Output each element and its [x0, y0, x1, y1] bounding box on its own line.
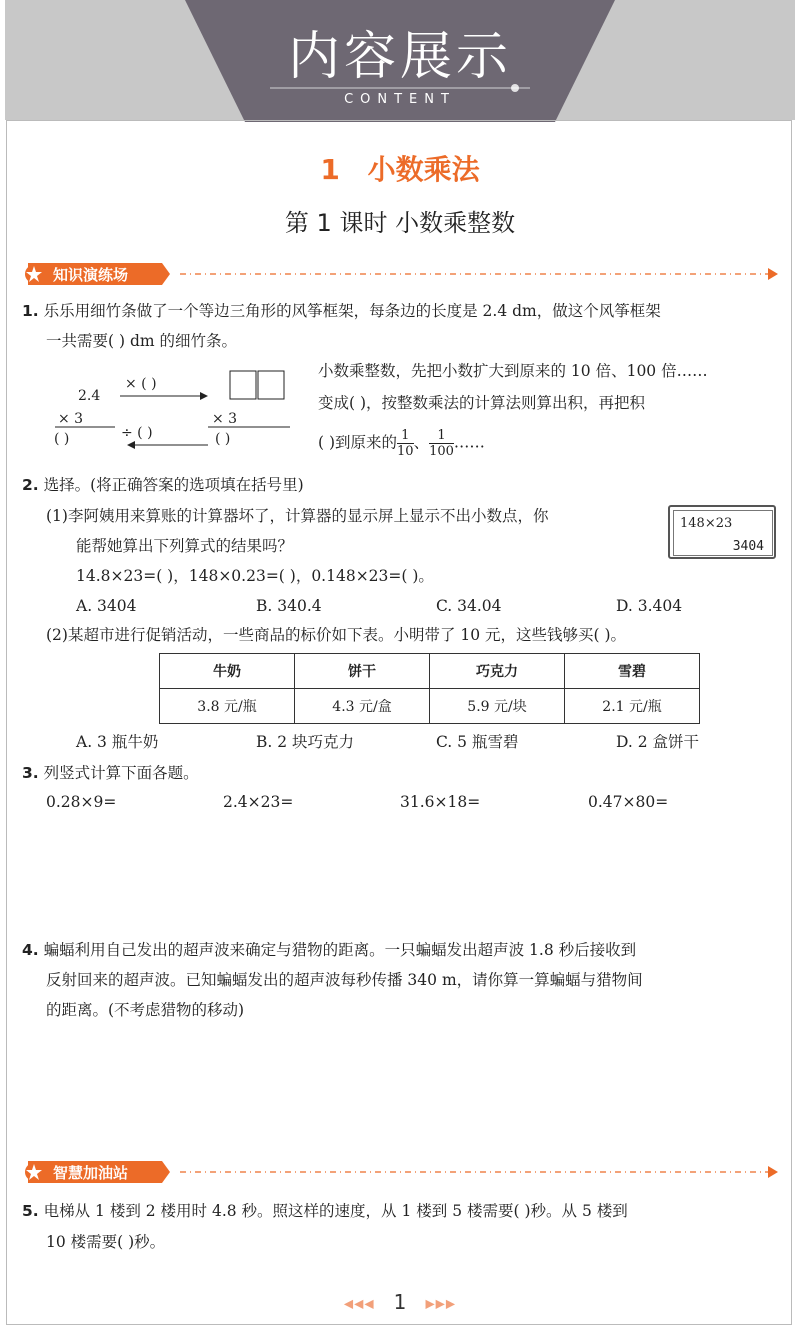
- q2-p1-line2: 能帮她算出下列算式的结果吗？: [76, 537, 294, 555]
- q3-item-1: 0.28×9=: [46, 793, 117, 811]
- q4-line1: [22, 939, 636, 961]
- q3-number: 3.: [22, 764, 39, 782]
- q2-p1-line1: (1)李阿姨用来算账的计算器坏了，计算器的显示屏上显示不出小数点，你: [46, 507, 549, 525]
- q4-text1: 蝙蝠利用自己发出的超声波来确定与猎物的距离。一只蝙蝠发出超声波 1.8 秒后接收到: [43, 941, 637, 959]
- q4-line3: 的距离。(不考虑猎物的移动): [46, 1001, 245, 1019]
- header-subtitle: CONTENT: [344, 92, 456, 107]
- q2-p1-option-c: C. 34.04: [436, 597, 502, 615]
- q2-p1-option-d: D. 3.404: [616, 597, 683, 615]
- q5-text1: 电梯从 1 楼到 2 楼用时 4.8 秒。照这样的速度，从 1 楼到 5 楼需要( )秒。从 5 楼到: [43, 1202, 628, 1220]
- q1-diagram-times-label: × ( ): [125, 376, 157, 392]
- section-wisdom-label: 智慧加油站: [53, 1164, 129, 1182]
- q1-explain2: 变成( )，按整数乘法的计算法则算出积，再把积: [318, 394, 646, 412]
- fraction-one-tenth: [397, 428, 414, 459]
- q4-line2: 反射回来的超声波。已知蝙蝠发出的超声波每秒传播 340 m，请你算一算蝙蝠与猎物间: [46, 971, 643, 989]
- q1-explain3-post: ……: [453, 433, 485, 452]
- q2-p1-expressions: 14.8×23=( )，148×0.23=( )，0.148×23=( )。: [76, 567, 434, 585]
- banner-graphic: [20, 1161, 780, 1183]
- q2-p2-option-b: B. 2 块巧克力: [256, 733, 355, 751]
- q1-diagram-divide-label: ÷ ( ): [121, 425, 153, 441]
- unit-title: [0, 148, 800, 188]
- price-chocolate: 5.9 元/块: [430, 689, 565, 724]
- q2-p2-line: (2)某超市进行促销活动，一些商品的标价如下表。小明带了 10 元，这些钱够买( )。: [46, 626, 627, 644]
- calculator-expression: 148×23: [680, 516, 733, 531]
- q1-line1: [22, 300, 661, 322]
- header-chocolate: 巧克力: [430, 654, 565, 689]
- fraction-one-hundredth: [429, 428, 454, 459]
- q1-explain3: [318, 428, 485, 459]
- frac-separator: 、: [413, 433, 430, 452]
- section-banner-wisdom: [20, 1161, 780, 1183]
- price-milk: 3.8 元/瓶: [160, 689, 295, 724]
- q1-diagram-mult1: × 3: [58, 411, 84, 427]
- q2-p2-option-c: C. 5 瓶雪碧: [436, 733, 519, 751]
- frac2-num: 1: [429, 428, 454, 444]
- header-biscuit: 饼干: [295, 654, 430, 689]
- page-footer: [0, 1290, 800, 1314]
- banner-graphic: [20, 263, 780, 285]
- header-title: 内容展示: [287, 27, 512, 87]
- price-table-header-row: [160, 654, 700, 689]
- q1-explain3-pre: ( )到原来的: [318, 433, 398, 452]
- frac1-num: 1: [397, 428, 414, 444]
- price-biscuit: 4.3 元/盒: [295, 689, 430, 724]
- unit-name: 小数乘法: [367, 153, 480, 186]
- q1-line2: 一共需要( ) dm 的细竹条。: [46, 332, 237, 350]
- price-table-row: [160, 689, 700, 724]
- q1-diagram: [50, 365, 295, 460]
- q5-line2: 10 楼需要( )秒。: [46, 1233, 166, 1251]
- q3-item-4: 0.47×80=: [588, 793, 669, 811]
- q2-intro-text: 选择。(将正确答案的选项填在括号里): [43, 476, 304, 494]
- page-number: 1: [393, 1290, 407, 1314]
- q2-intro: [22, 474, 304, 496]
- q3-item-3: 31.6×18=: [400, 793, 481, 811]
- q1-diagram-blank1: ( ): [54, 431, 70, 447]
- section-practice-label: 知识演练场: [53, 266, 129, 284]
- q2-number: 2.: [22, 476, 39, 494]
- calculator-display: [668, 505, 776, 559]
- lesson-title: 第 1 课时 小数乘整数: [284, 209, 516, 237]
- frac2-den: 100: [429, 444, 454, 459]
- header-milk: 牛奶: [160, 654, 295, 689]
- q2-p1-option-a: A. 3404: [76, 597, 137, 615]
- q2-p1-option-b: B. 340.4: [256, 597, 322, 615]
- q4-number: 4.: [22, 941, 39, 959]
- section-banner-practice: [20, 263, 780, 285]
- q2-p2-option-a: A. 3 瓶牛奶: [76, 733, 159, 751]
- frac1-den: 10: [397, 444, 414, 459]
- q1-text1: 乐乐用细竹条做了一个等边三角形的风筝框架，每条边的长度是 2.4 dm，做这个风筝框架: [43, 302, 661, 320]
- q1-diagram-top-number: 2.4: [78, 388, 101, 404]
- q5-line1: [22, 1200, 628, 1222]
- q3-intro: [22, 762, 199, 784]
- q1-number: 1.: [22, 302, 39, 320]
- q1-diagram-mult2: × 3: [212, 411, 238, 427]
- price-table: [159, 653, 700, 724]
- calculator-screen: [673, 510, 773, 556]
- q1-diagram-blank2: ( ): [215, 431, 231, 447]
- q2-p2-option-d: D. 2 盒饼干: [616, 733, 700, 751]
- next-arrows-icon: ▶▶▶: [425, 1296, 457, 1311]
- header-sprite: 雪碧: [565, 654, 700, 689]
- price-sprite: 2.1 元/瓶: [565, 689, 700, 724]
- calculator-result: 3404: [732, 539, 764, 554]
- unit-number: 1: [320, 153, 340, 186]
- q1-explain1: 小数乘整数，先把小数扩大到原来的 10 倍、100 倍……: [318, 362, 708, 380]
- q5-number: 5.: [22, 1202, 39, 1220]
- prev-arrows-icon: ◀◀◀: [343, 1296, 375, 1311]
- q3-intro-text: 列竖式计算下面各题。: [43, 764, 199, 782]
- q3-item-2: 2.4×23=: [223, 793, 294, 811]
